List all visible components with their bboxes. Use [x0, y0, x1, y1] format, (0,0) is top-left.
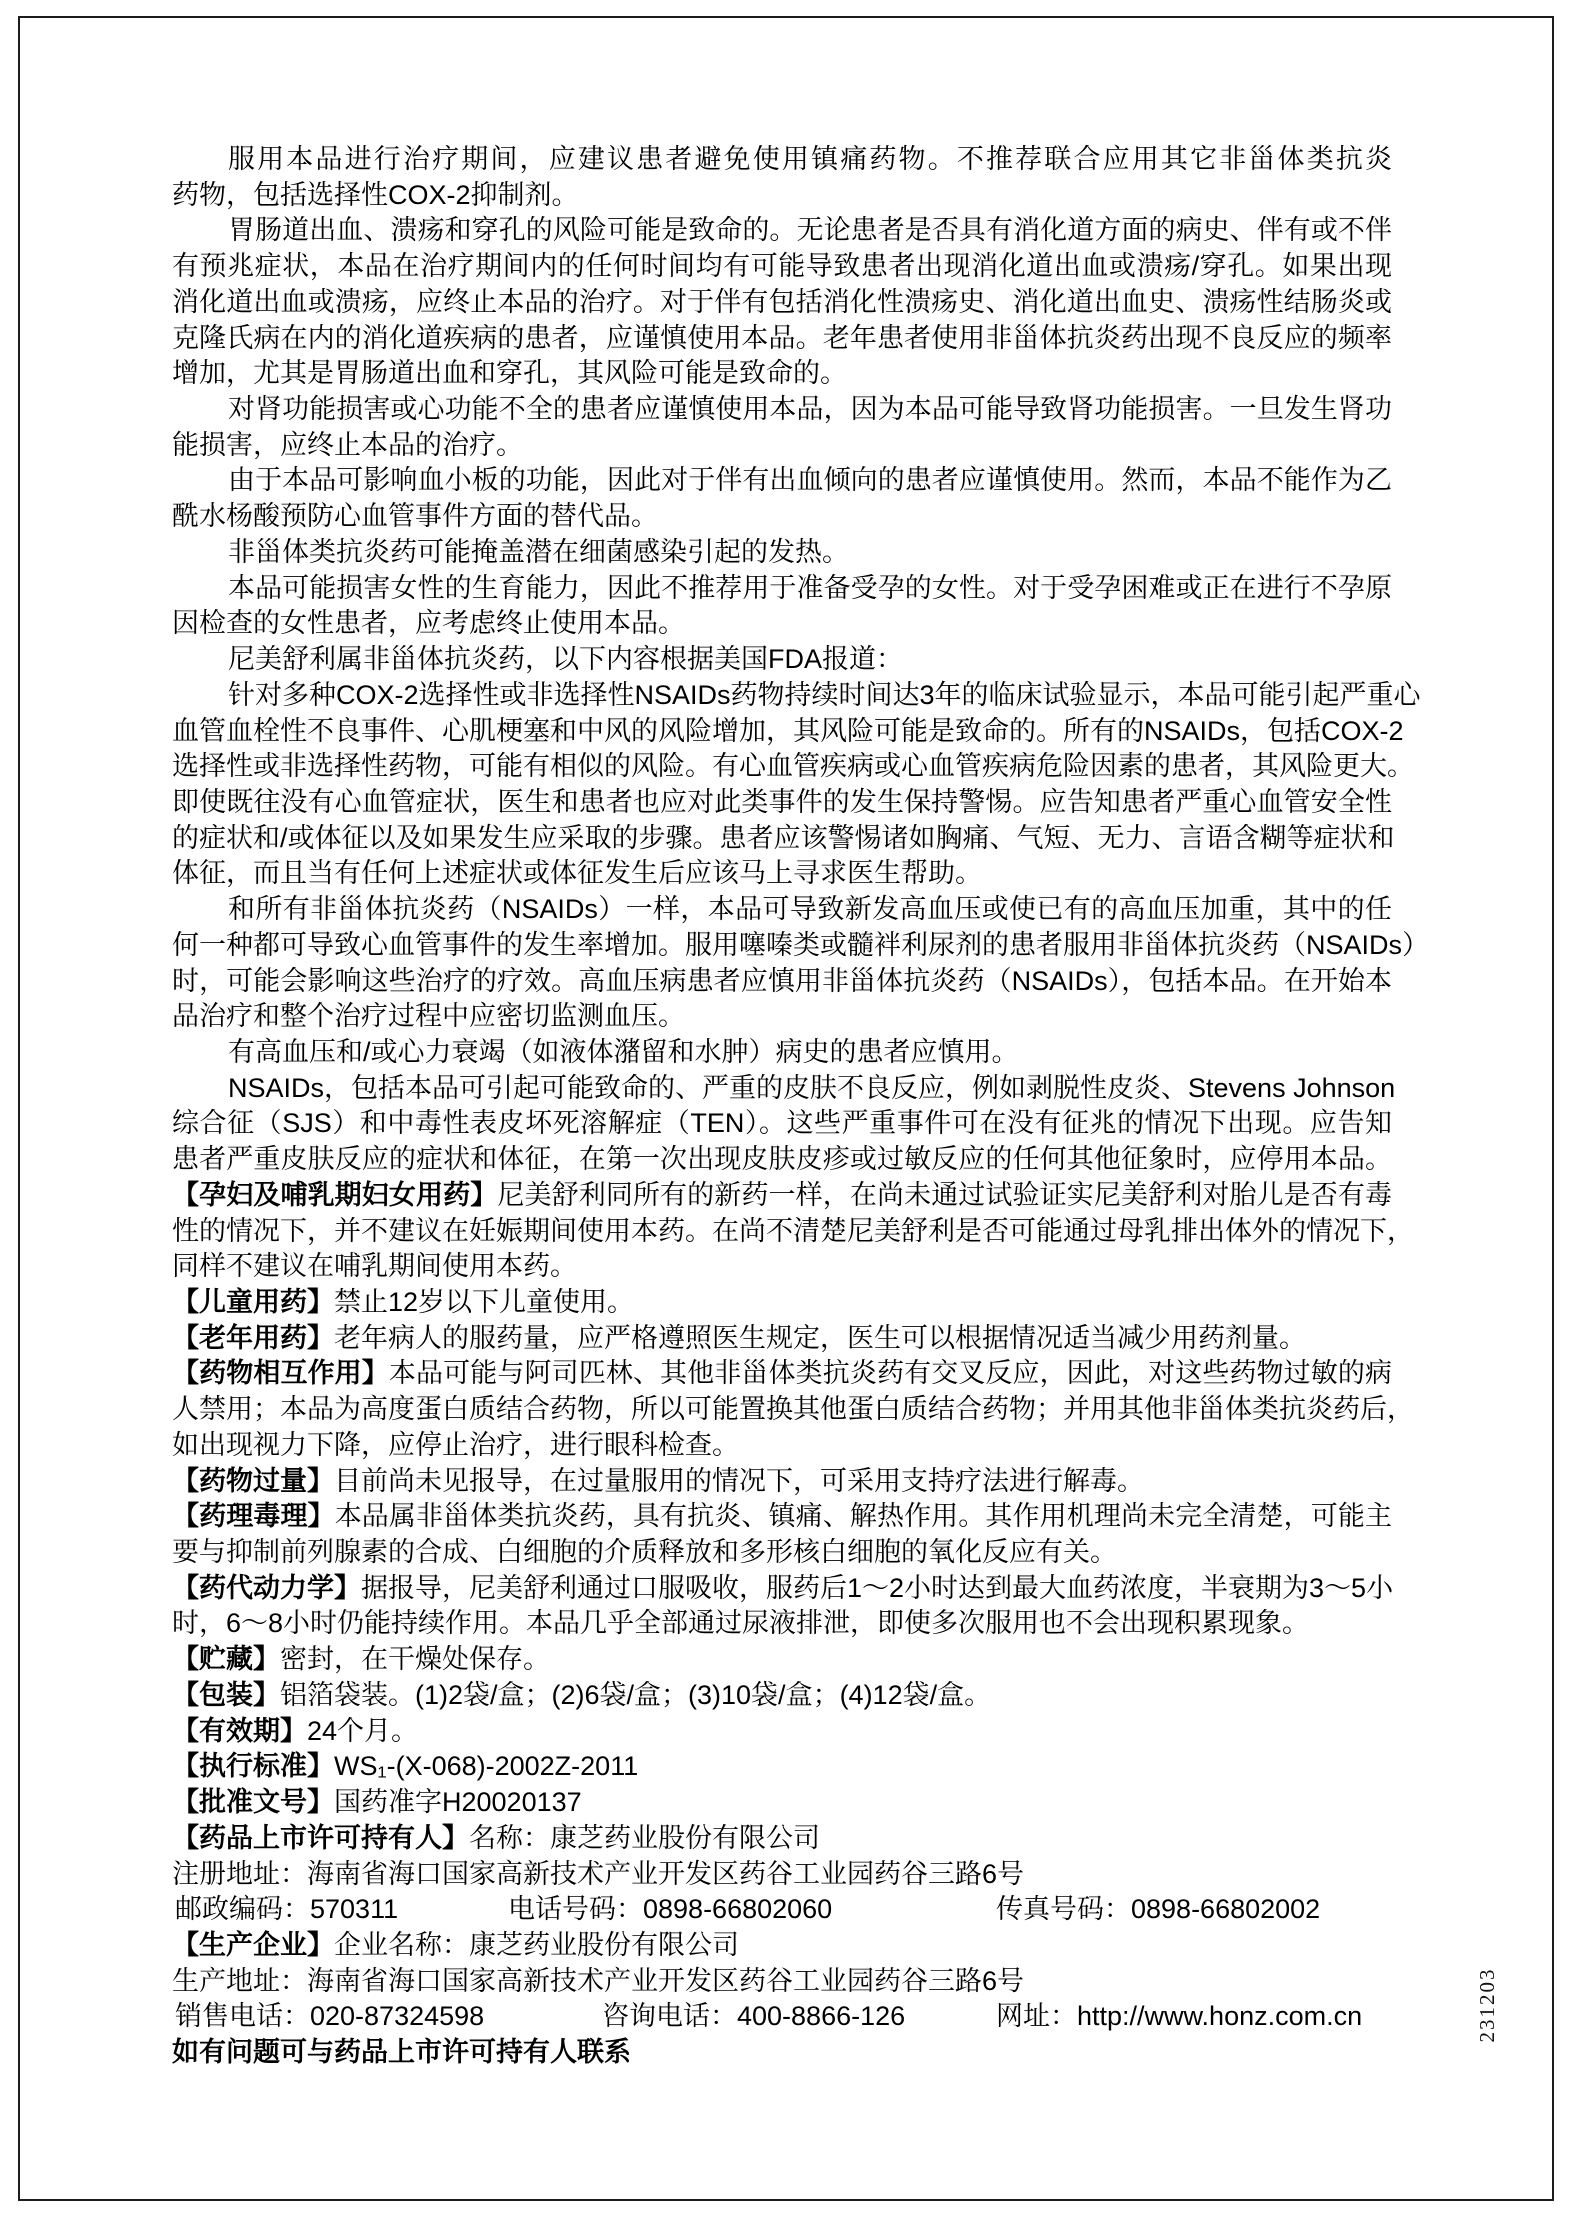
- document-body: [172, 142, 1430, 2071]
- text-line: 对肾功能损害或心功能不全的患者应谨慎使用本品，因为本品可能导致肾功能损害。一旦发生肾功: [228, 394, 1392, 425]
- section-label: 【有效期】: [172, 1715, 307, 1746]
- section-label: 【药品上市许可持有人】: [172, 1822, 469, 1853]
- text-line: 酰水杨酸预防心血管事件方面的替代品。: [172, 501, 658, 532]
- section-label: 【执行标准】: [172, 1751, 334, 1782]
- section-label: 【批准文号】: [172, 1787, 334, 1818]
- text-line: 的症状和/或体征以及如果发生应采取的步骤。患者应该警惕诸如胸痛、气短、无力、言语含糊等症状和: [172, 822, 1395, 853]
- text-segment: 销售电话：020-87324598: [175, 2001, 485, 2032]
- text-line: 【孕妇及哺乳期妇女用药】尼美舒利同所有的新药一样，在尚未通过试验证实尼美舒利对胎儿是否有毒: [172, 1179, 1393, 1210]
- text-line: 【药代动力学】据报导，尼美舒利通过口服吸收，服药后1～2小时达到最大血药浓度，半衰期为3～5小: [172, 1572, 1394, 1603]
- text-line: 增加，尤其是胃肠道出血和穿孔，其风险可能是致命的。: [172, 358, 847, 389]
- text-line: 能损害，应终止本品的治疗。: [172, 429, 523, 460]
- text-line: 时，6～8小时仍能持续作用。本品几乎全部通过尿液排泄，即使多次服用也不会出现积累现象。: [172, 1608, 1310, 1639]
- text-line: 有高血压和/或心力衰竭（如液体潴留和水肿）病史的患者应慎用。: [228, 1036, 1019, 1067]
- text-line: 即使既往没有心血管症状，医生和患者也应对此类事件的发生保持警惕。应告知患者严重心血管安全性: [172, 786, 1392, 817]
- section-label: 【生产企业】: [172, 1929, 334, 1960]
- text-line: 胃肠道出血、溃疡和穿孔的风险可能是致命的。无论患者是否具有消化道方面的病史、伴有或不伴: [228, 215, 1392, 246]
- text-line: 消化道出血或溃疡，应终止本品的治疗。对于伴有包括消化性溃疡史、消化道出血史、溃疡性结肠炎或: [172, 286, 1392, 317]
- text-line: 血管血栓性不良事件、心肌梗塞和中风的风险增加，其风险可能是致命的。所有的NSAIDs，包括COX-2: [172, 715, 1404, 746]
- text-line: 患者严重皮肤反应的症状和体征，在第一次出现皮肤皮疹或过敏反应的任何其他征象时，应停用本品。: [172, 1144, 1392, 1175]
- text-line: [172, 1892, 1392, 1928]
- text-line: 【包装】铝箔袋装。(1)2袋/盒；(2)6袋/盒；(3)10袋/盒；(4)12袋/盒。: [172, 1679, 992, 1710]
- section-label: 【贮藏】: [172, 1644, 280, 1675]
- text-line: 【老年用药】老年病人的服药量，应严格遵照医生规定，医生可以根据情况适当减少用药剂量。: [172, 1322, 1306, 1353]
- section-label: 【药理毒理】: [172, 1501, 335, 1532]
- text-line: 有预兆症状，本品在治疗期间内的任何时间均有可能导致患者出现消化道出血或溃疡/穿孔。如果出现: [172, 251, 1392, 282]
- text-line: 由于本品可影响血小板的功能，因此对于伴有出血倾向的患者应谨慎使用。然而，本品不能作为乙: [228, 465, 1392, 496]
- text-line: 【生产企业】企业名称：康芝药业股份有限公司: [172, 1929, 739, 1960]
- text-line: 服用本品进行治疗期间，应建议患者避免使用镇痛药物。不推荐联合应用其它非甾体类抗炎: [228, 144, 1392, 174]
- text-line: 非甾体类抗炎药可能掩盖潜在细菌感染引起的发热。: [228, 536, 849, 567]
- text-line: 选择性或非选择性药物，可能有相似的风险。有心血管疾病或心血管疾病危险因素的患者，其风险更大。: [172, 751, 1414, 782]
- text-line: 【贮藏】密封，在干燥处保存。: [172, 1644, 550, 1675]
- text-line: [172, 1999, 1392, 2035]
- text-segment: 网址：http://www.honz.com.cn: [996, 2001, 1363, 2032]
- text-line: 要与抑制前列腺素的合成、白细胞的介质释放和多形核白细胞的氧化反应有关。: [172, 1537, 1117, 1568]
- text-line: 体征，而且当有任何上述症状或体征发生后应该马上寻求医生帮助。: [172, 858, 982, 889]
- text-line: 注册地址：海南省海口国家高新技术产业开发区药谷工业园药谷三路6号: [172, 1858, 1025, 1889]
- text-line: 因检查的女性患者，应考虑终止使用本品。: [172, 608, 685, 639]
- section-label: 【儿童用药】: [172, 1287, 334, 1317]
- text-segment: 电话号码：0898-66802060: [508, 1894, 833, 1925]
- section-label: 【老年用药】: [172, 1322, 334, 1353]
- text-line: 人禁用；本品为高度蛋白质结合药物，所以可能置换其他蛋白质结合药物；并用其他非甾体类抗炎药后，: [172, 1394, 1414, 1425]
- section-label: 【孕妇及哺乳期妇女用药】: [172, 1179, 498, 1210]
- text-line: 【执行标准】WS₁-(X-068)-2002Z-2011: [172, 1751, 639, 1782]
- text-segment: 邮政编码：570311: [175, 1894, 399, 1925]
- text-segment: 咨询电话：400-8866-126: [602, 2001, 906, 2032]
- text-line: 和所有非甾体抗炎药（NSAIDs）一样，本品可导致新发高血压或使已有的高血压加重，其中的任: [228, 894, 1392, 925]
- text-line: 生产地址：海南省海口国家高新技术产业开发区药谷工业园药谷三路6号: [172, 1965, 1025, 1996]
- text-line: NSAIDs，包括本品可引起可能致命的、严重的皮肤不良反应，例如剥脱性皮炎、Stevens Johnson: [228, 1072, 1396, 1103]
- text-line: 本品可能损害女性的生育能力，因此不推荐用于准备受孕的女性。对于受孕困难或正在进行不孕原: [228, 572, 1392, 603]
- section-label: 【药代动力学】: [172, 1572, 361, 1603]
- text-line: 【有效期】24个月。: [172, 1715, 419, 1746]
- section-label: 【药物过量】: [172, 1465, 334, 1496]
- text-line: 【批准文号】国药准字H20020137: [172, 1787, 582, 1818]
- text-line: 【药物过量】目前尚未见报导，在过量服用的情况下，可采用支持疗法进行解毒。: [172, 1465, 1144, 1496]
- text-line: 针对多种COX-2选择性或非选择性NSAIDs药物持续时间达3年的临床试验显示，本品可能引起严重心: [228, 679, 1421, 710]
- text-line: 品治疗和整个治疗过程中应密切监测血压。: [172, 1001, 685, 1032]
- text-line: 同样不建议在哺乳期间使用本药。: [172, 1251, 577, 1282]
- text-segment: 传真号码：0898-66802002: [996, 1894, 1321, 1925]
- text-line: 综合征（SJS）和中毒性表皮坏死溶解症（TEN）。这些严重事件可在没有征兆的情况下出现。应告知: [172, 1108, 1392, 1139]
- section-label: 【包装】: [172, 1679, 280, 1710]
- text-line: 【药理毒理】本品属非甾体类抗炎药，具有抗炎、镇痛、解热作用。其作用机理尚未完全清楚，可能主: [172, 1501, 1393, 1532]
- side-code: 231203: [1475, 1967, 1499, 2043]
- text-line: 如出现视力下降，应停止治疗，进行眼科检查。: [172, 1429, 739, 1460]
- text-line: 【儿童用药】禁止12岁以下儿童使用。: [172, 1287, 635, 1317]
- section-label: 【药物相互作用】: [172, 1358, 389, 1389]
- text-line: 克隆氏病在内的消化道疾病的患者，应谨慎使用本品。老年患者使用非甾体抗炎药出现不良反应的频率: [172, 322, 1392, 353]
- text-line: 【药物相互作用】本品可能与阿司匹林、其他非甾体类抗炎药有交叉反应，因此，对这些药物过敏的病: [172, 1358, 1393, 1389]
- text-line: 何一种都可导致心血管事件的发生率增加。服用噻嗪类或髓袢利尿剂的患者服用非甾体抗炎药（NSAIDs）: [172, 929, 1430, 960]
- text-line: 如有问题可与药品上市许可持有人联系: [172, 2037, 631, 2068]
- text-line: 【药品上市许可持有人】名称：康芝药业股份有限公司: [172, 1822, 820, 1853]
- text-line: 药物，包括选择性COX-2抑制剂。: [172, 179, 579, 210]
- text-line: 时，可能会影响这些治疗的疗效。高血压病患者应慎用非甾体抗炎药（NSAIDs），包括本品。在开始本: [172, 965, 1392, 996]
- text-line: 性的情况下，并不建议在妊娠期间使用本药。在尚不清楚尼美舒利是否可能通过母乳排出体外的情况下，: [172, 1215, 1414, 1246]
- text-line: 尼美舒利属非甾体抗炎药，以下内容根据美国FDA报道：: [228, 644, 903, 675]
